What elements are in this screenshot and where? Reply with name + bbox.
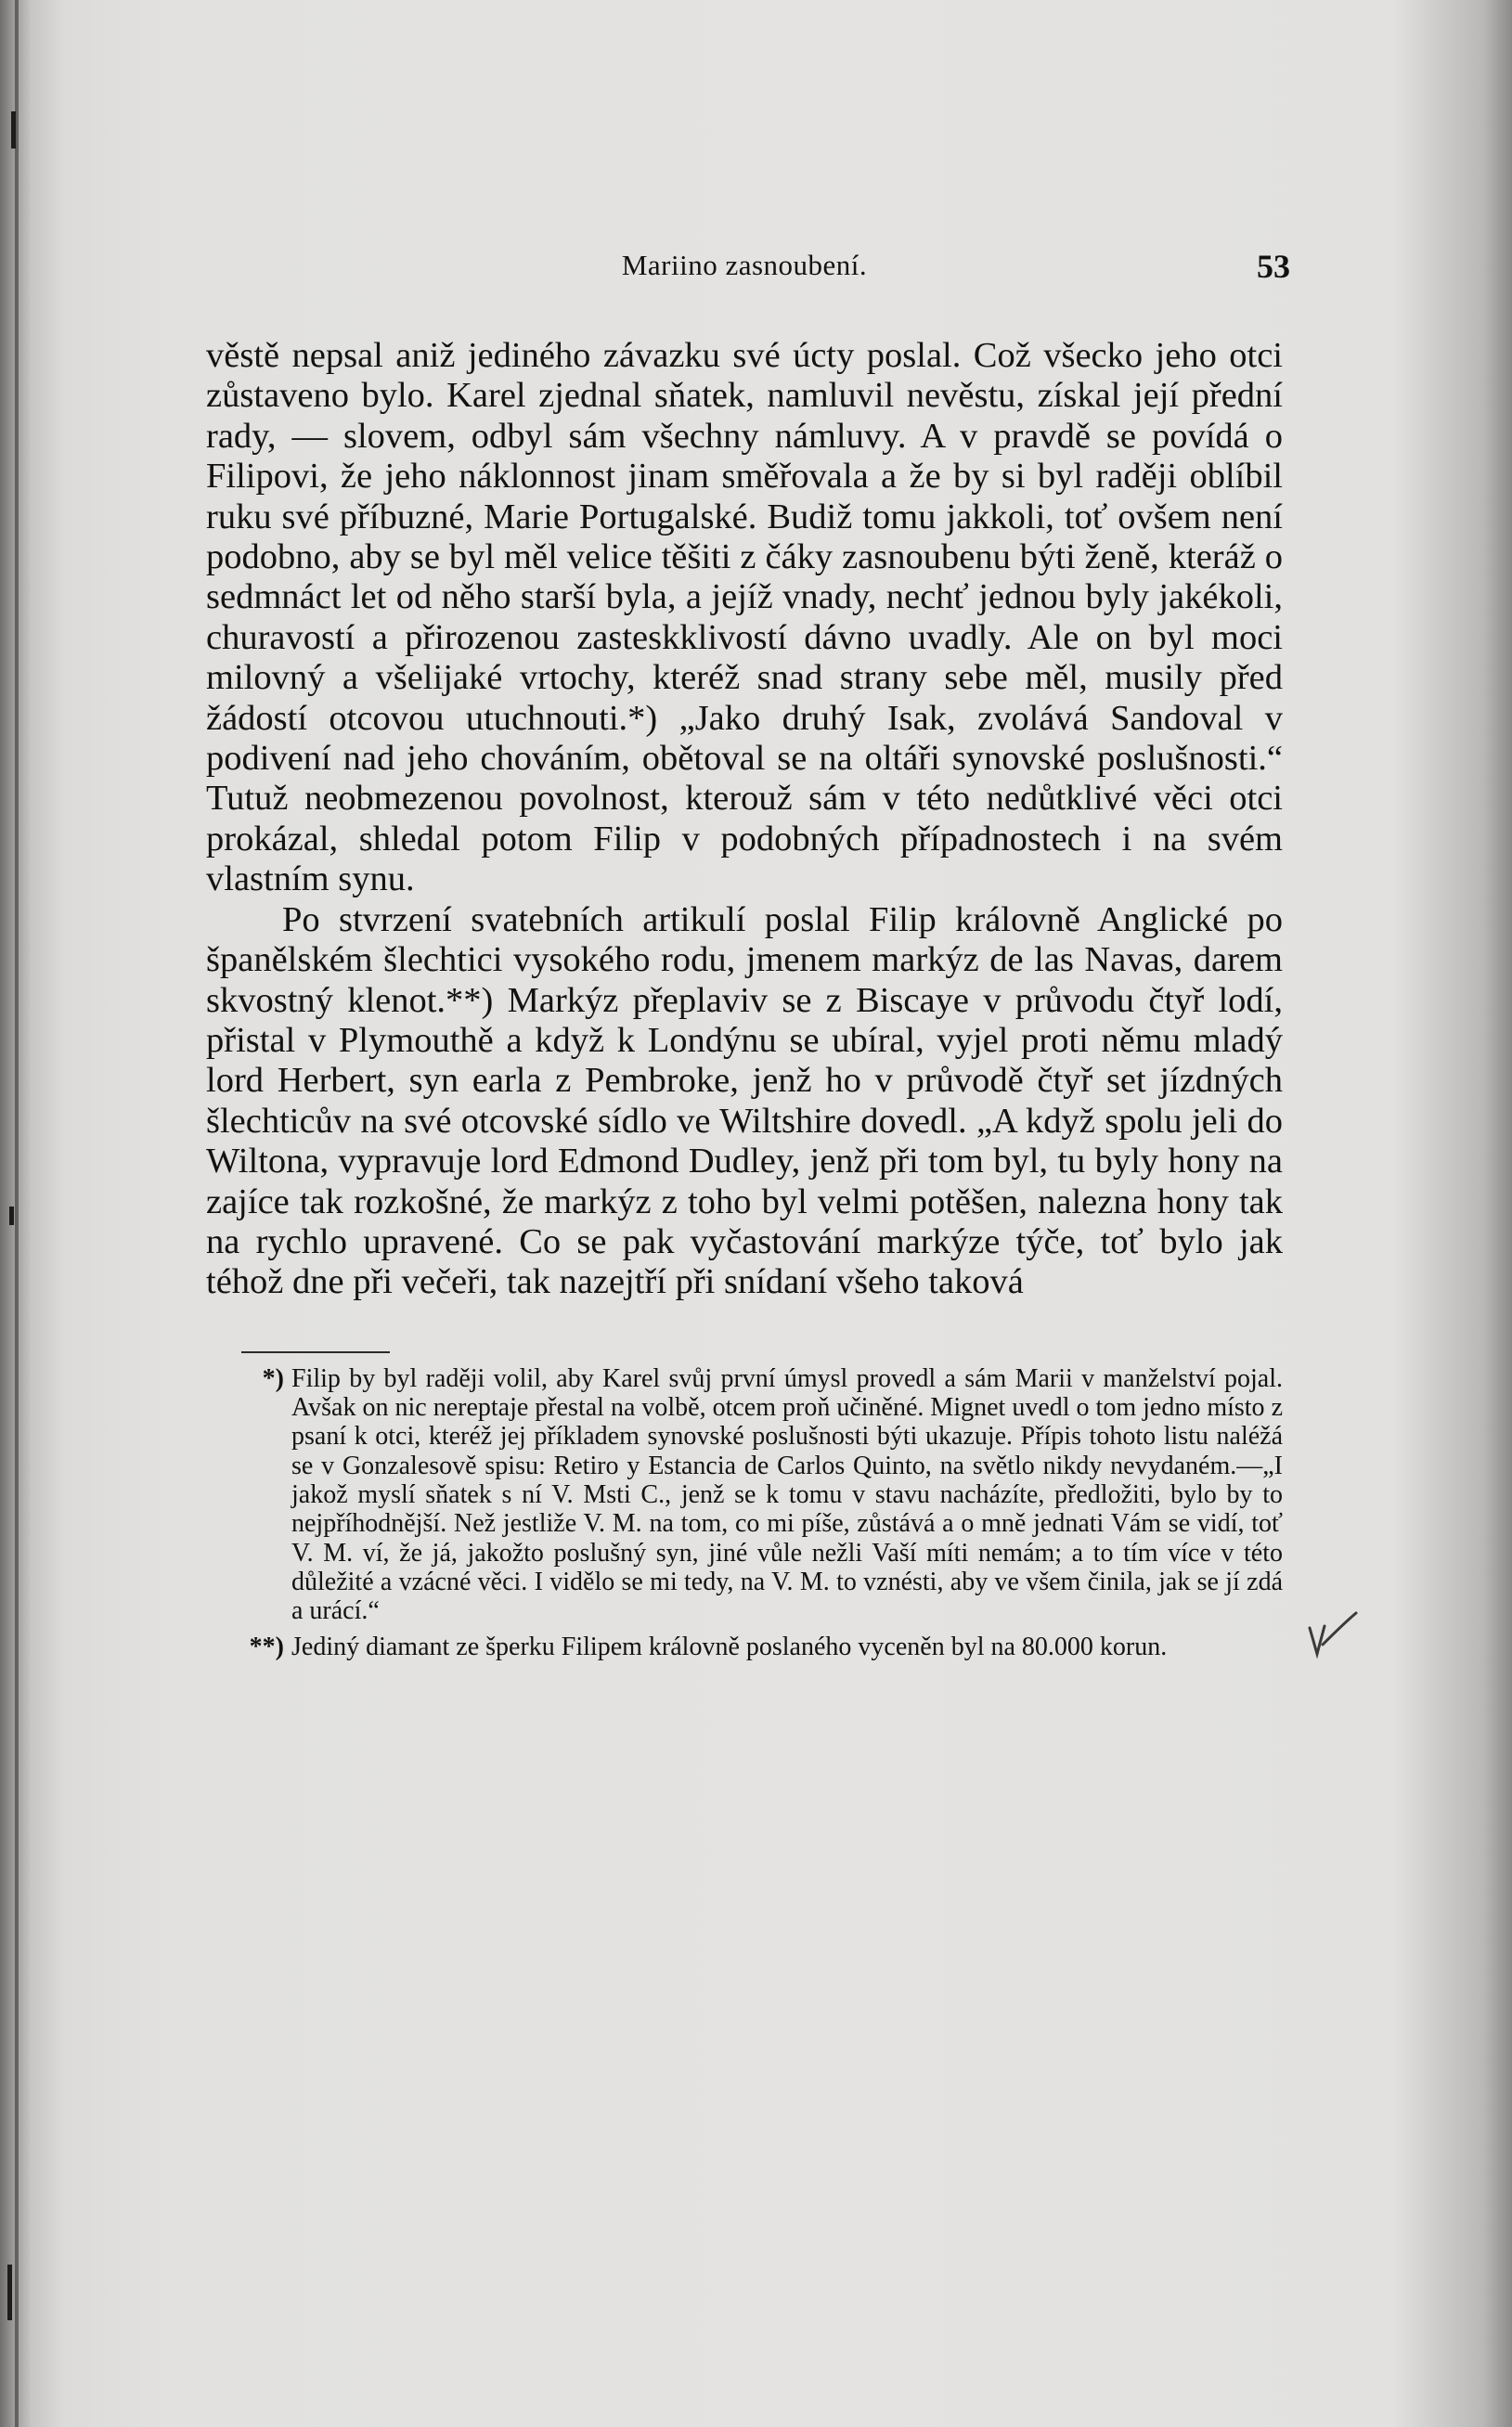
footnote <box>249 1633 1283 1662</box>
page-number: 53 <box>1257 248 1290 285</box>
footnote <box>262 1363 1283 1626</box>
paragraph: věstě nepsal aniž jediného závazku své úcty poslal. Což všecko jeho otci zůstaveno bylo. Karel zjednal sňatek, namluvil nevěstu, získal její přední rady, — slovem, odbyl sám všechny námluvy. A v pravdě se povídá o Filipovi, že jeho náklonnost jinam směřovala a že by si byl raději oblíbil ruku své příbuzné, Marie Portugalské. Budiž tomu jakkoli, toť ovšem není podobno, aby se byl měl velice těšiti z čáky zasnoubenu býti ženě, kteráž o sedmnáct let od něho starší byla, a jejíž vnady, nechť jednou byly jakékoli, churavostí a přirozenou zasteskklivostí dávno uvadly. Ale on byl moci milovný a všelijaké vrtochy, kteréž snad strany sebe měl, musily před žádostí otcovou utuchnouti.*) „Jako druhý Isak, zvolává Sandoval v podivení nad jeho chováním, obětoval se na oltáři synovské poslušnosti.“ Tutuž neobmezenou povolnost, kterouž sám v této nedůtklivé věci otci prokázal, shledal potom Filip v podobných případnostech i na svém vlastním synu. <box>206 336 1283 899</box>
gutter-mark <box>7 2265 12 2320</box>
gutter-mark <box>11 111 16 148</box>
paragraph: Po stvrzení svatebních artikulí poslal Filip královně Anglické po španělském šlechtici vysokého rodu, jmenem markýz de las Navas, darem skvostný klenot.**) Markýz přeplaviv se z Biscaye v průvodu čtyř lodí, přistal v Plymouthě a když k Londýnu se ubíral, vyjel proti němu mladý lord Herbert, syn earla z Pembroke, jenž ho v průvodě čtyř set jízdných šlechticův na své otcovské sídlo ve Wiltshire dovedl. „A když spolu jeli do Wiltona, vypravuje lord Edmond Dudley, jenž při tom byl, tu byly hony na zajíce tak rozkošné, že markýz z toho byl velmi potěšen, nalezna hony tak na rychlo upravené. Co se pak vyčastování markýze týče, toť bylo jak téhož dne při večeři, tak nazejtří při snídaní všeho taková <box>206 899 1283 1302</box>
gutter-mark <box>9 1207 14 1225</box>
chapter-title: Mariino zasnoubení. <box>621 249 868 281</box>
footnote-rule <box>241 1351 390 1353</box>
footnote-text: Jediný diamant ze šperku Filipem královně poslaného vyceněn byl na 80.000 korun. <box>291 1633 1168 1662</box>
body-text <box>206 336 1283 1303</box>
pencil-annotation-icon <box>1304 1607 1360 1659</box>
footnote-mark: *) <box>262 1363 284 1393</box>
footnote-text: Filip by byl raději volil, aby Karel svůj první úmysl provedl a sám Marii v manželství pojal. Avšak on nic nereptaje přestal na volbě, otcem proň učiněné. Mignet uvedl o tom jedno místo z psaní k otci, kteréž jej příkladem synovské poslušnosti býti ukazuje. Přípis tohoto listu naléžá se v Gonzalesově spisu: Retiro y Estancia de Carlos Quinto, na světlo nikdy nevydaném.—„I jakož myslí sňatek s ní V. Msti C., jenž se k tomu v stavu nacházíte, předložiti, bylo by to nejpříhodnější. Než jestliže V. M. na tom, co mi píše, zůstává a o mně jednati Vám se vidí, toť V. M. ví, že já, jakožto poslušný syn, jiné vůle nežli Vaší míti nemám; a to tím více v této důležité a vzácné věci. I vidělo se mi tedy, na V. M. to vznésti, aby ve všem činila, jak se jí zdá a urácí.“ <box>291 1363 1283 1626</box>
book-page <box>206 239 1290 1670</box>
binding-gutter <box>15 0 19 2427</box>
running-head <box>206 239 1290 295</box>
footnote-mark: **) <box>249 1633 284 1662</box>
footnotes <box>206 1364 1283 1662</box>
